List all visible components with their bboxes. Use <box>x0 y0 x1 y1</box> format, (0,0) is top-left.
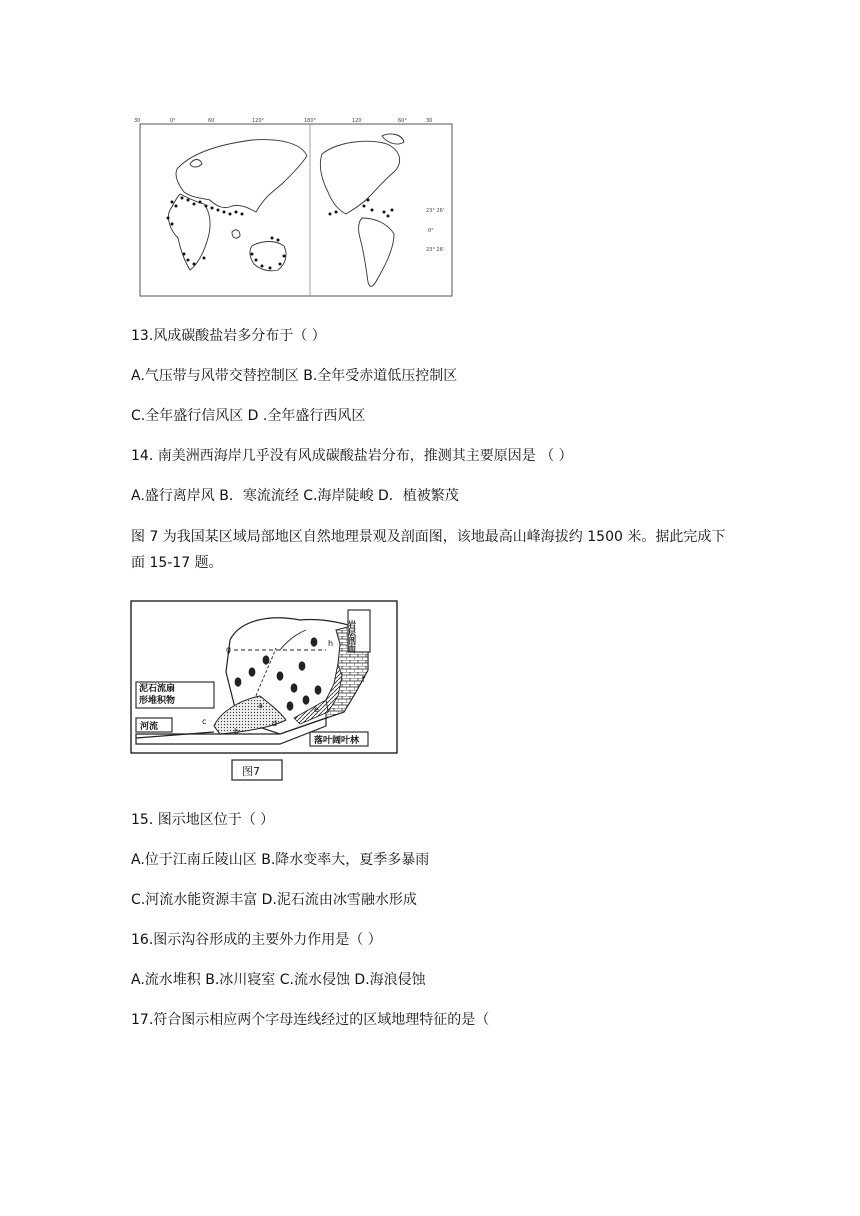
world-map-figure <box>132 114 458 298</box>
q15-options-line2: C.河流水能资源丰富 D.泥石流由冰雪融水形成 <box>131 892 417 908</box>
intro-paragraph: 图 7 为我国某区域局部地区自然地理景观及剖面图，该地最高山峰海拔约 1500 米。据此完成下面 15-17 题。 <box>131 529 726 571</box>
section-letter-f: f <box>362 675 365 684</box>
section-label-rock: 岩层剖面 <box>347 620 357 652</box>
q17-stem: 17.符合图示相应两个字母连线经过的区域地理特征的是（ <box>131 1012 490 1028</box>
section-letter-d: d <box>272 719 278 728</box>
section-letter-a: a <box>258 701 263 710</box>
map-tick: 30 <box>426 118 433 124</box>
q15-options-line1: A.位于江南丘陵山区 B.降水变率大，夏季多暴雨 <box>131 852 430 868</box>
section-letter-b: b <box>234 727 240 736</box>
map-tick: 0° <box>170 118 176 124</box>
section-label-river: 河流 <box>140 722 159 732</box>
map-tick: 60° <box>398 118 407 124</box>
q14-options-line1: A.盛行离岸风 B．寒流流经 C.海岸陡峻 D．植被繁茂 <box>131 488 459 504</box>
map-lat-label: 23° 26' <box>426 208 445 214</box>
landscape-section-svg <box>130 600 400 784</box>
q16-options-line1: A.流水堆积 B.冰川寝室 C.流水侵蚀 D.海浪侵蚀 <box>131 972 426 988</box>
section-letter-h: h <box>328 639 334 648</box>
section-letter-e: e <box>314 705 319 714</box>
q14-stem: 14. 南美洲西海岸几乎没有风成碳酸盐岩分布，推测其主要原因是 （ ） <box>131 448 573 464</box>
q13-options-line2: C.全年盛行信风区 D .全年盛行西风区 <box>131 408 366 424</box>
q15-stem: 15. 图示地区位于（ ） <box>131 812 275 828</box>
map-tick: 180° <box>304 118 317 124</box>
q16-stem: 16.图示沟谷形成的主要外力作用是（ ） <box>131 932 382 948</box>
map-tick: 120° <box>252 118 265 124</box>
section-letter-c: c <box>202 717 207 726</box>
map-tick: 60 <box>208 118 215 124</box>
section-letter-g: g <box>226 645 232 654</box>
section-label-forest: 落叶阔叶林 <box>314 736 360 746</box>
map-tick: 30 <box>134 118 141 124</box>
map-tick: 120 <box>352 118 362 124</box>
map-lat-label: 0° <box>428 228 434 234</box>
section-caption: 图7 <box>242 765 260 778</box>
world-map-svg <box>132 114 458 298</box>
q13-stem: 13.风成碳酸盐岩多分布于（ ） <box>131 328 326 344</box>
section-label-debris: 泥石流扇形堆积物 <box>139 684 176 706</box>
map-lat-label: 23° 26' <box>426 247 445 253</box>
q13-options-line1: A.气压带与风带交替控制区 B.全年受赤道低压控制区 <box>131 368 458 384</box>
landscape-section-figure <box>130 600 400 784</box>
